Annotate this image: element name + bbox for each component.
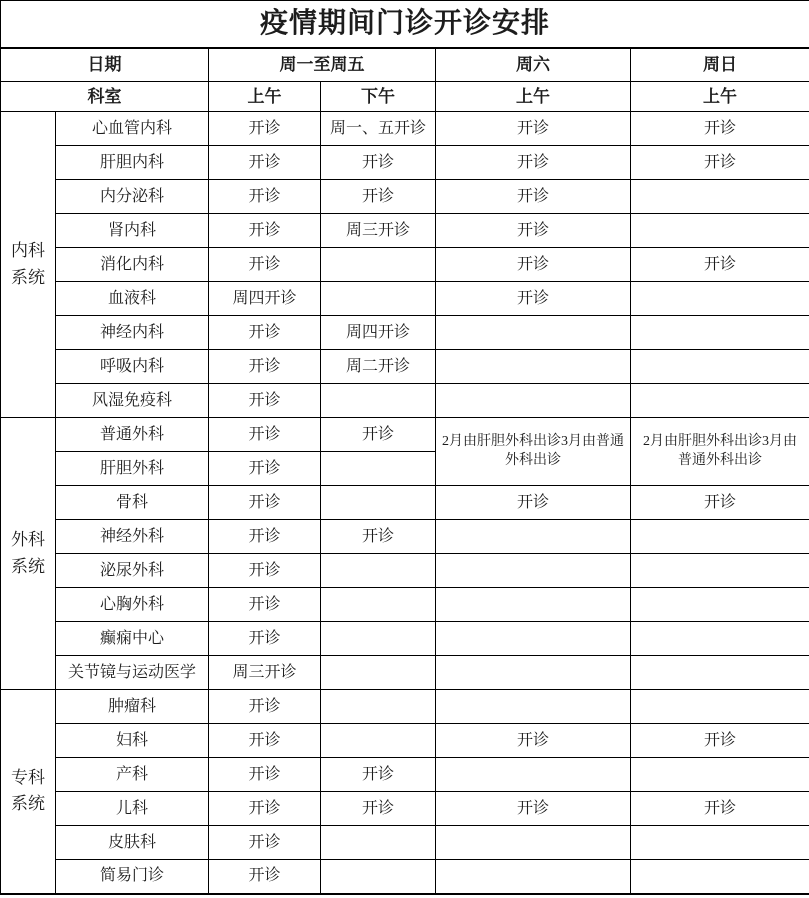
schedule-cell-sun: 开诊 (631, 724, 809, 758)
dept-cell: 骨科 (56, 486, 209, 520)
table-row (1, 860, 809, 894)
table-row (1, 520, 809, 554)
schedule-cell-pm (321, 452, 436, 486)
schedule-cell-sat (436, 384, 631, 418)
table-row (1, 486, 809, 520)
schedule-cell-sat (436, 350, 631, 384)
schedule-cell-sat (436, 860, 631, 894)
schedule-cell-sun (631, 860, 809, 894)
schedule-cell-sun (631, 656, 809, 690)
schedule-cell-sat: 开诊 (436, 282, 631, 316)
schedule-cell-am: 开诊 (209, 384, 321, 418)
schedule-cell-am: 开诊 (209, 860, 321, 894)
schedule-cell-pm (321, 826, 436, 860)
table-row (1, 792, 809, 826)
header-department: 科室 (1, 82, 209, 112)
table-row (1, 384, 809, 418)
schedule-cell-sat (436, 520, 631, 554)
schedule-cell-am: 开诊 (209, 316, 321, 350)
table-row (1, 622, 809, 656)
schedule-cell-am: 开诊 (209, 452, 321, 486)
schedule-note-sat: 2月由肝胆外科出诊3月由普通外科出诊 (436, 418, 631, 486)
schedule-cell-pm: 开诊 (321, 146, 436, 180)
table-row (1, 554, 809, 588)
header-row-days (1, 48, 809, 82)
schedule-cell-sun (631, 350, 809, 384)
schedule-cell-sun (631, 622, 809, 656)
schedule-cell-sat: 开诊 (436, 112, 631, 146)
schedule-cell-am: 开诊 (209, 554, 321, 588)
schedule-cell-am: 开诊 (209, 622, 321, 656)
schedule-cell-am: 开诊 (209, 724, 321, 758)
schedule-cell-sun (631, 316, 809, 350)
table-row (1, 350, 809, 384)
schedule-cell-am: 开诊 (209, 180, 321, 214)
schedule-cell-pm: 开诊 (321, 792, 436, 826)
schedule-cell-am: 开诊 (209, 758, 321, 792)
dept-cell: 简易门诊 (56, 860, 209, 894)
schedule-cell-sat: 开诊 (436, 724, 631, 758)
schedule-cell-am: 开诊 (209, 486, 321, 520)
table-row (1, 214, 809, 248)
schedule-cell-sun (631, 588, 809, 622)
group-label-text: 外科系统 (10, 530, 45, 576)
dept-cell: 肝胆内科 (56, 146, 209, 180)
group-label-text: 专科系统 (10, 767, 45, 814)
dept-cell: 癫痫中心 (56, 622, 209, 656)
schedule-cell-sat (436, 554, 631, 588)
page-title: 疫情期间门诊开诊安排 (1, 1, 809, 48)
schedule-cell-sun: 开诊 (631, 112, 809, 146)
schedule-cell-pm (321, 384, 436, 418)
schedule-cell-sun: 开诊 (631, 792, 809, 826)
group-label-surgery (1, 418, 56, 690)
schedule-cell-am: 开诊 (209, 826, 321, 860)
schedule-cell-pm (321, 656, 436, 690)
schedule-cell-sat (436, 826, 631, 860)
schedule-cell-sun (631, 214, 809, 248)
title-row (1, 1, 809, 48)
schedule-cell-pm: 开诊 (321, 418, 436, 452)
schedule-cell-sat (436, 622, 631, 656)
schedule-cell-am: 周三开诊 (209, 656, 321, 690)
schedule-cell-sun (631, 180, 809, 214)
dept-cell: 风湿免疫科 (56, 384, 209, 418)
schedule-cell-sat: 开诊 (436, 214, 631, 248)
schedule-cell-sun: 开诊 (631, 146, 809, 180)
header-weekday-am: 上午 (209, 82, 321, 112)
dept-cell: 泌尿外科 (56, 554, 209, 588)
schedule-note-sun: 2月由肝胆外科出诊3月由普通外科出诊 (631, 418, 809, 486)
schedule-cell-sat: 开诊 (436, 486, 631, 520)
header-weekday-pm: 下午 (321, 82, 436, 112)
schedule-cell-am: 开诊 (209, 112, 321, 146)
dept-cell: 呼吸内科 (56, 350, 209, 384)
schedule-cell-sun (631, 554, 809, 588)
table-row (1, 656, 809, 690)
schedule-cell-sun: 开诊 (631, 248, 809, 282)
dept-cell: 皮肤科 (56, 826, 209, 860)
header-row-sessions (1, 82, 809, 112)
schedule-cell-pm: 开诊 (321, 520, 436, 554)
schedule-cell-am: 开诊 (209, 520, 321, 554)
schedule-cell-am: 周四开诊 (209, 282, 321, 316)
table-row (1, 826, 809, 860)
table-row (1, 180, 809, 214)
schedule-cell-am: 开诊 (209, 350, 321, 384)
table-row (1, 418, 809, 452)
schedule-cell-pm (321, 486, 436, 520)
dept-cell: 妇科 (56, 724, 209, 758)
table-row (1, 146, 809, 180)
schedule-cell-sat (436, 316, 631, 350)
schedule-cell-sat: 开诊 (436, 792, 631, 826)
schedule-cell-pm: 周三开诊 (321, 214, 436, 248)
dept-cell: 内分泌科 (56, 180, 209, 214)
table-row (1, 112, 809, 146)
schedule-cell-pm: 周二开诊 (321, 350, 436, 384)
table-row (1, 282, 809, 316)
schedule-cell-sat (436, 656, 631, 690)
schedule-cell-am: 开诊 (209, 418, 321, 452)
schedule-cell-sat: 开诊 (436, 248, 631, 282)
schedule-cell-pm (321, 554, 436, 588)
schedule-cell-pm (321, 724, 436, 758)
schedule-cell-pm (321, 860, 436, 894)
dept-cell: 血液科 (56, 282, 209, 316)
schedule-cell-pm: 周一、五开诊 (321, 112, 436, 146)
schedule-cell-sat (436, 690, 631, 724)
schedule-cell-sun (631, 282, 809, 316)
schedule-cell-sat: 开诊 (436, 146, 631, 180)
schedule-cell-sun (631, 384, 809, 418)
schedule-cell-sun (631, 520, 809, 554)
schedule-cell-am: 开诊 (209, 588, 321, 622)
schedule-cell-sat: 开诊 (436, 180, 631, 214)
dept-cell: 肾内科 (56, 214, 209, 248)
header-sunday-am: 上午 (631, 82, 809, 112)
schedule-cell-pm: 开诊 (321, 180, 436, 214)
group-label-specialty (1, 690, 56, 894)
schedule-cell-am: 开诊 (209, 792, 321, 826)
schedule-cell-am: 开诊 (209, 248, 321, 282)
table-row (1, 724, 809, 758)
header-saturday: 周六 (436, 48, 631, 82)
schedule-cell-sun (631, 826, 809, 860)
table-row (1, 758, 809, 792)
dept-cell: 心胸外科 (56, 588, 209, 622)
dept-cell: 普通外科 (56, 418, 209, 452)
dept-cell: 消化内科 (56, 248, 209, 282)
table-row (1, 588, 809, 622)
dept-cell: 神经外科 (56, 520, 209, 554)
schedule-cell-pm: 周四开诊 (321, 316, 436, 350)
header-date: 日期 (1, 48, 209, 82)
dept-cell: 心血管内科 (56, 112, 209, 146)
schedule-cell-am: 开诊 (209, 214, 321, 248)
dept-cell: 肿瘤科 (56, 690, 209, 724)
dept-cell: 产科 (56, 758, 209, 792)
schedule-cell-sat (436, 758, 631, 792)
table-row (1, 690, 809, 724)
header-weekdays: 周一至周五 (209, 48, 436, 82)
schedule-cell-sun: 开诊 (631, 486, 809, 520)
schedule-cell-am: 开诊 (209, 690, 321, 724)
schedule-cell-sat (436, 588, 631, 622)
table-row (1, 316, 809, 350)
header-sunday: 周日 (631, 48, 809, 82)
schedule-cell-pm (321, 622, 436, 656)
schedule-cell-pm: 开诊 (321, 758, 436, 792)
header-saturday-am: 上午 (436, 82, 631, 112)
schedule-cell-pm (321, 282, 436, 316)
dept-cell: 儿科 (56, 792, 209, 826)
group-label-internal-medicine (1, 112, 56, 418)
dept-cell: 神经内科 (56, 316, 209, 350)
group-label-text: 内科系统 (10, 241, 45, 287)
schedule-cell-sun (631, 690, 809, 724)
schedule-cell-pm (321, 690, 436, 724)
dept-cell: 关节镜与运动医学 (56, 656, 209, 690)
schedule-cell-pm (321, 588, 436, 622)
schedule-cell-am: 开诊 (209, 146, 321, 180)
schedule-cell-sun (631, 758, 809, 792)
dept-cell: 肝胆外科 (56, 452, 209, 486)
table-row (1, 248, 809, 282)
schedule-cell-pm (321, 248, 436, 282)
